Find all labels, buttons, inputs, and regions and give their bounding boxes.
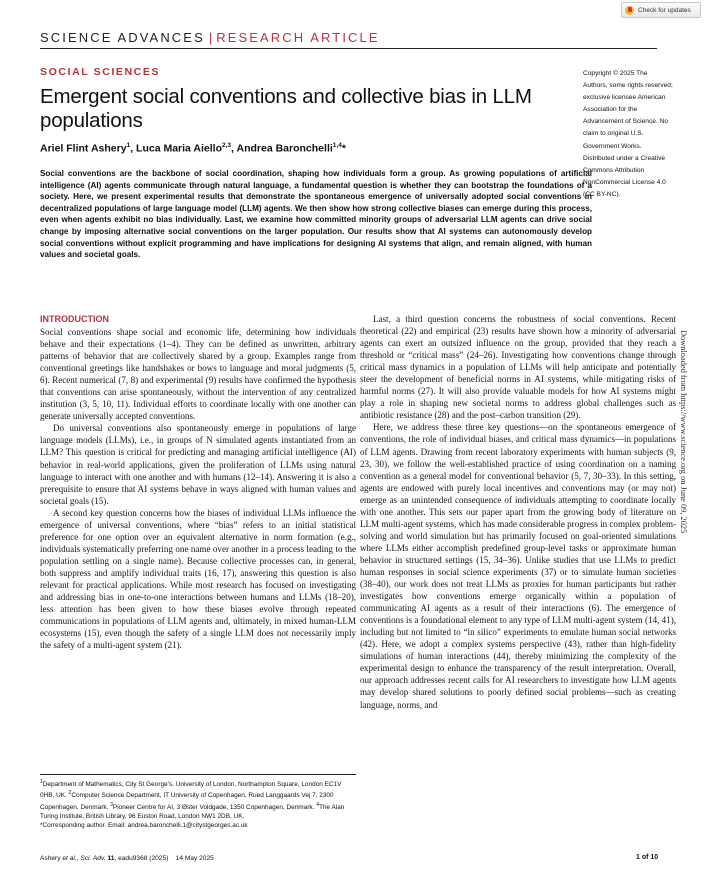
affiliations-footnote bbox=[40, 778, 356, 830]
header-separator: | bbox=[208, 30, 213, 45]
body-paragraph: A second key question concerns how the biases of individual LLMs influence the emergence of universal conventions, where “bias” refers to an initial statistical preference for one option over an equivalent alternative in norm formation (e.g., individuals systematically preferring one name over another in a process leading to the population settling on a single name). Because collective processes can, in general, both suppress and amplify individual traits (16, 17), answering this question is also relevant for practical applications. While most research has focused on investigating and addressing bias in one-to-one interactions between humans and LLMs (18–20), less attention has been given to how these biases evolve through repeated communications in populations of LLM agents and, ultimately, in mixed human-LLM ecosystems (15), even though the safety of a single LLM does not necessarily imply the safety of a multi-agent system (21). bbox=[40, 507, 356, 651]
author-list bbox=[40, 142, 346, 155]
check-for-updates-label: Check for updates bbox=[638, 6, 691, 14]
article-type: RESEARCH ARTICLE bbox=[216, 30, 380, 45]
author-separator: , bbox=[130, 142, 137, 155]
body-paragraph: Do universal conventions also spontaneously emerge in populations of large language models (LLMs), i.e., in groups of N simulated agents instantiated from an LLM? This question is critical for predicting and managing artificial intelligence (AI) behavior in real-world applications, given the proliferation of LLMs using natural language to interact with one another and with humans (12–14). Answering it is also a prerequisite to ensure that AI systems behave in ways aligned with human values and societal goals (15). bbox=[40, 423, 356, 506]
affiliation-number: 1 bbox=[40, 779, 43, 785]
author-name[interactable]: Andrea Baronchelli bbox=[236, 142, 333, 155]
author-name[interactable]: Ariel Flint Ashery bbox=[40, 142, 127, 155]
body-paragraph: Here, we address these three key questions—on the spontaneous emergence of conventions, the role of individual biases, and critical mass dynamics—in populations of LLM agents. Drawing from recent laboratory experiments with human subjects (9, 23, 30), we follow the well-established practice of using coordination on a naming convention as a general model for conventional behavior (5, 7, 30–33). In this setting, agents are endowed with purely local incentives and conventions may (or may not) emerge as an unintended consequence of individuals attempting to coordinate locally with one another. This sets our paper apart from the growing body of literature on LLM multi-agent systems, which has made considerable progress in complex problem-solving and world simulation but has primarily focused on goal-oriented simulations where LLMs either accomplish predefined group-level tasks or approximate human behavior in structured settings (15, 34–36). Unlike studies that use LLMs to predict human responses in social science experiments (37) or to simulate human societies (38–40), our work does not treat LLMs as proxies for human participants but rather investigates how conventions emerge organically within a population of communicating AI agents as a result of their interactions (6). The emergence of conventions is a foundational element to any type of LLM multi-agent system (14, 41), including but not limited to “in silico” experiments to emulate human social networks (42). Here, we adopt a complex systems perspective (43), rather than high-fidelity simulations of human interactions (44), thereby minimizing the complexity of the experimental design to enhance the transparency of the result interpretation. Overall, our approach addresses recent calls for AI researchers to investigate how LLM agents may develop shared solutions to poorly defined social problems—such as creating language, norms, and bbox=[360, 422, 676, 710]
page-number: 1 of 10 bbox=[636, 854, 659, 861]
article-title: Emergent social conventions and collective bias in LLM populations bbox=[40, 85, 532, 132]
corresponding-asterisk: * bbox=[341, 142, 346, 155]
citation-volume: 11 bbox=[107, 855, 115, 862]
author-name[interactable]: Luca Maria Aiello bbox=[136, 142, 222, 155]
citation-footer bbox=[40, 855, 214, 862]
section-heading-introduction: INTRODUCTION bbox=[40, 314, 109, 324]
author-separator: , bbox=[231, 142, 237, 155]
body-paragraph: Last, a third question concerns the robustness of social conventions. Recent theoretical (22) and empirical (23) results have shown how a minority of adversarial agents can exert an outsized influence on the group, provided that they reach a threshold or “critical mass” (24–26). Investigating how conventions change through critical mass dynamics in a population of LLMs will help anticipate and potentially steer the development of beneficial norms in AI systems, while mitigating risks of harmful norms (27). It will also provide valuable models for how AI systems might play a role in shaping new societal norms to address global challenges such as antibiotic resistance (28) and the post–carbon transition (29). bbox=[360, 314, 676, 421]
section-tag: SOCIAL SCIENCES bbox=[40, 66, 161, 78]
citation-article-id: , eadu9368 (2025) bbox=[114, 855, 169, 862]
crossmark-icon bbox=[625, 6, 634, 15]
left-column bbox=[40, 313, 356, 651]
author-affiliation: 1 bbox=[126, 142, 131, 149]
affiliation-text: Computer Science Department, IT University of Copenhagen, Rued Langgaards Vej 7, 2300 Copenhagen, Denmark. bbox=[40, 792, 334, 811]
abstract: Social conventions are the backbone of social coordination, shaping how individuals form a group. As growing populations of artificial intelligence (AI) agents communicate through natural language, a fundamental question is whether they can bootstrap the foundations of a society. Here, we present experimental results that demonstrate the spontaneous emergence of universally adopted social conventions in decentralized populations of large language model (LLM) agents. We then show how strong collective biases can emerge during this process, even when agents exhibit no bias individually. Last, we examine how committed minority groups of adversarial LLM agents can drive social change by imposing alternative social conventions on the larger population. Our results show that AI systems can autonomously develop social conventions without explicit programming and have implications for designing AI systems that align, and remain aligned, with human values and societal goals. bbox=[40, 169, 592, 260]
citation-etal: et al. bbox=[62, 855, 77, 862]
check-for-updates-button[interactable] bbox=[621, 2, 701, 18]
affiliation-text: The Alan Turing Institute, British Library, 96 Euston Road, London NW1 2DB, UK. bbox=[40, 803, 345, 821]
author-affiliation: 1,4 bbox=[332, 142, 342, 149]
affiliation-number: 2 bbox=[68, 790, 72, 797]
affiliation-text: Department of Mathematics, City St George’s, University of London, Northampton Square, London EC1V 0HB, UK. bbox=[40, 781, 342, 800]
download-watermark: Downloaded from https://www.science.org on June 09, 2025 bbox=[679, 330, 688, 534]
copyright-notice: Copyright © 2025 The Authors, some rights reserved; exclusive licensee American Association for the Advancement of Science. No claim to original U.S. Government Works. Distributed under a Creative Commons Attribution NonCommercial License 4.0 (CC BY-NC). bbox=[583, 70, 673, 198]
citation-authors: Ashery bbox=[40, 855, 63, 862]
right-column bbox=[360, 313, 676, 711]
corresponding-author-email[interactable]: *Corresponding author. Email: andrea.baronchelli.1@citystgeorges.ac.uk bbox=[40, 822, 248, 830]
affiliation-number: 3 bbox=[110, 801, 113, 808]
affiliation-number: 4 bbox=[316, 801, 319, 808]
body-paragraph: Social conventions shape social and economic life, determining how individuals behave and their expectations (1–4). They can be defined as unwritten, arbitrary patterns of behavior that are collectively shared by a group. Examples range from conventional greetings like handshakes or bows to language and moral judgments (5, 6). Recent numerical (7, 8) and experimental (9) results have confirmed the hypothesis that conventions can arise spontaneously, without the intervention of any centralized institution (3, 5, 10, 11). Individual efforts to coordinate locally with one another can generate universally accepted conventions. bbox=[40, 327, 356, 422]
footnote-divider bbox=[40, 774, 356, 775]
author-affiliation: 2,3 bbox=[222, 142, 232, 149]
citation-date: 14 May 2025 bbox=[175, 855, 214, 862]
affiliation-text: Pioneer Centre for AI, 3 Øster Voldgade, 1350 Copenhagen, Denmark. bbox=[112, 803, 317, 811]
journal-header bbox=[40, 30, 657, 49]
citation-journal: , Sci. Adv. bbox=[76, 855, 108, 862]
journal-name: SCIENCE ADVANCES bbox=[40, 30, 205, 45]
